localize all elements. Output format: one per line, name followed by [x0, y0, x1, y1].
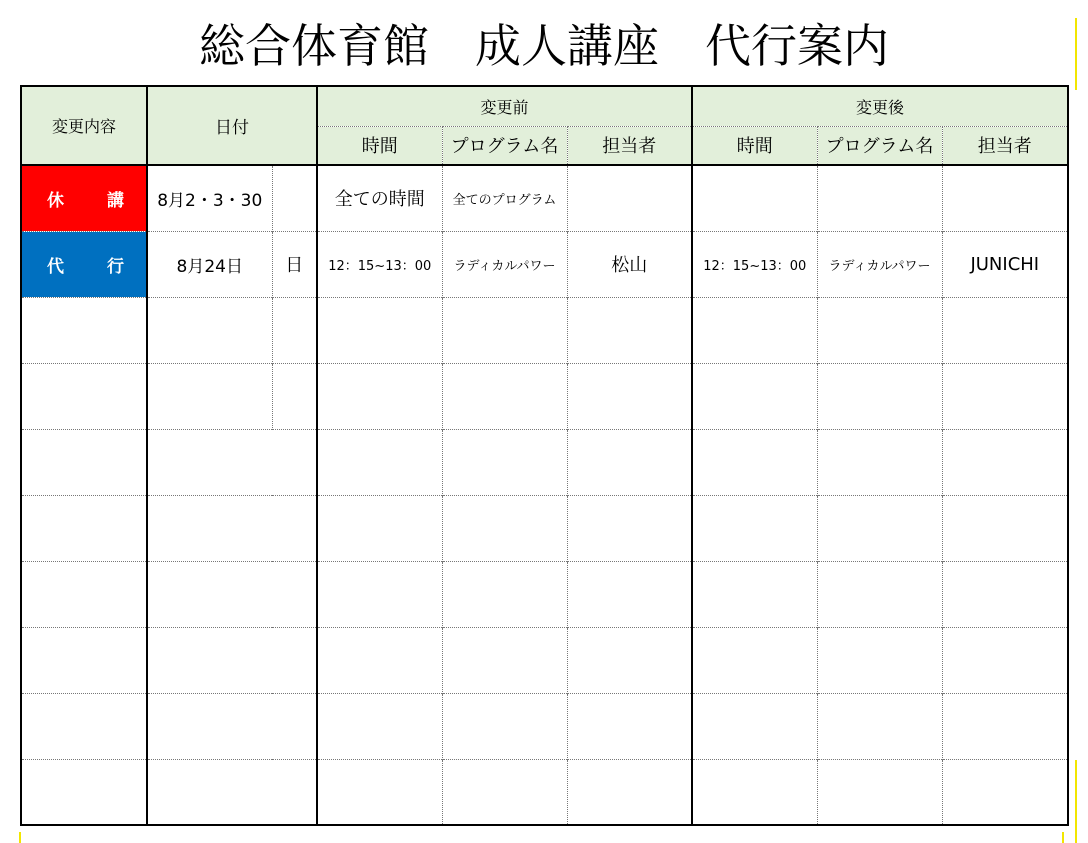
- change-type-cell: [21, 429, 147, 495]
- after-program-cell: [817, 363, 942, 429]
- before-program-cell: [442, 693, 567, 759]
- before-time-cell: 12：15~13：00: [317, 231, 442, 297]
- change-type-cell: [21, 759, 147, 825]
- after-instructor-cell: [942, 627, 1068, 693]
- before-instructor-cell: [567, 165, 692, 231]
- after-time-cell: [692, 693, 817, 759]
- date-cell: [147, 759, 317, 825]
- before-program-cell: [442, 561, 567, 627]
- header-after-instructor: 担当者: [942, 126, 1068, 165]
- before-time-cell: 全ての時間: [317, 165, 442, 231]
- date-cell: [147, 297, 272, 363]
- before-program-cell: ラディカルパワー: [442, 231, 567, 297]
- header-before-instructor: 担当者: [567, 126, 692, 165]
- after-instructor-cell: [942, 495, 1068, 561]
- before-instructor-cell: [567, 561, 692, 627]
- after-time-cell: [692, 429, 817, 495]
- page-break-marker: [19, 832, 21, 843]
- after-instructor-cell: [942, 429, 1068, 495]
- before-instructor-cell: [567, 495, 692, 561]
- before-time-cell: [317, 693, 442, 759]
- after-program-cell: [817, 495, 942, 561]
- schedule-table: [20, 85, 1069, 826]
- date-cell: [147, 495, 317, 561]
- table-row: [21, 627, 1068, 693]
- header-after: 変更後: [692, 86, 1068, 126]
- table-header: [21, 86, 1068, 165]
- after-program-cell: [817, 561, 942, 627]
- before-program-cell: [442, 495, 567, 561]
- header-before-program: プログラム名: [442, 126, 567, 165]
- before-time-cell: [317, 759, 442, 825]
- after-time-cell: [692, 759, 817, 825]
- date-cell: [147, 693, 317, 759]
- before-instructor-cell: [567, 297, 692, 363]
- after-instructor-cell: [942, 297, 1068, 363]
- after-program-cell: [817, 429, 942, 495]
- table-row: [21, 297, 1068, 363]
- header-date: 日付: [147, 86, 317, 165]
- header-before: 変更前: [317, 86, 692, 126]
- after-time-cell: [692, 495, 817, 561]
- table-row: [21, 495, 1068, 561]
- change-type-cell: 休講: [21, 165, 147, 231]
- change-type-cell: [21, 297, 147, 363]
- change-type-cell: 代行: [21, 231, 147, 297]
- after-time-cell: [692, 363, 817, 429]
- before-instructor-cell: [567, 429, 692, 495]
- before-instructor-cell: [567, 759, 692, 825]
- after-program-cell: [817, 693, 942, 759]
- change-type-cell: [21, 495, 147, 561]
- header-before-time: 時間: [317, 126, 442, 165]
- table-row: [21, 693, 1068, 759]
- table-row: [21, 561, 1068, 627]
- table-row: [21, 231, 1068, 297]
- after-time-cell: [692, 297, 817, 363]
- header-row-main: [21, 86, 1068, 126]
- schedule-table-container: [20, 85, 1069, 826]
- after-program-cell: ラディカルパワー: [817, 231, 942, 297]
- page-break-marker: [1075, 18, 1077, 90]
- before-time-cell: [317, 495, 442, 561]
- page-break-marker: [1075, 760, 1077, 843]
- after-instructor-cell: [942, 759, 1068, 825]
- change-type-cell: [21, 561, 147, 627]
- after-program-cell: [817, 759, 942, 825]
- date-cell: [147, 627, 317, 693]
- before-instructor-cell: [567, 693, 692, 759]
- table-row: [21, 429, 1068, 495]
- before-program-cell: [442, 759, 567, 825]
- date-cell: [147, 363, 272, 429]
- after-instructor-cell: JUNICHI: [942, 231, 1068, 297]
- table-row: [21, 759, 1068, 825]
- change-type-cell: [21, 363, 147, 429]
- before-instructor-cell: [567, 627, 692, 693]
- change-type-cell: [21, 627, 147, 693]
- page-title: 総合体育館 成人講座 代行案内: [199, 19, 889, 73]
- weekday-cell: [272, 363, 317, 429]
- before-time-cell: [317, 561, 442, 627]
- after-instructor-cell: [942, 693, 1068, 759]
- before-program-cell: [442, 363, 567, 429]
- change-type-cell: [21, 693, 147, 759]
- after-time-cell: [692, 165, 817, 231]
- table-row: [21, 165, 1068, 231]
- after-program-cell: [817, 297, 942, 363]
- header-after-time: 時間: [692, 126, 817, 165]
- weekday-cell: [272, 297, 317, 363]
- before-program-cell: [442, 429, 567, 495]
- before-instructor-cell: 松山: [567, 231, 692, 297]
- before-program-cell: [442, 297, 567, 363]
- before-program-cell: 全てのプログラム: [442, 165, 567, 231]
- before-time-cell: [317, 429, 442, 495]
- after-program-cell: [817, 627, 942, 693]
- date-cell: 8月24日: [147, 231, 272, 297]
- header-after-program: プログラム名: [817, 126, 942, 165]
- after-instructor-cell: [942, 165, 1068, 231]
- after-time-cell: [692, 627, 817, 693]
- before-time-cell: [317, 627, 442, 693]
- table-body: [21, 165, 1068, 825]
- date-cell: [147, 561, 317, 627]
- before-time-cell: [317, 363, 442, 429]
- after-instructor-cell: [942, 561, 1068, 627]
- page-break-marker: [1062, 832, 1064, 843]
- date-cell: 8月2・3・30: [147, 165, 272, 231]
- weekday-cell: [272, 165, 317, 231]
- date-cell: [147, 429, 317, 495]
- after-time-cell: [692, 561, 817, 627]
- table-row: [21, 363, 1068, 429]
- after-time-cell: 12：15~13：00: [692, 231, 817, 297]
- before-time-cell: [317, 297, 442, 363]
- before-instructor-cell: [567, 363, 692, 429]
- header-change-type: 変更内容: [21, 86, 147, 165]
- weekday-cell: 日: [272, 231, 317, 297]
- after-instructor-cell: [942, 363, 1068, 429]
- before-program-cell: [442, 627, 567, 693]
- after-program-cell: [817, 165, 942, 231]
